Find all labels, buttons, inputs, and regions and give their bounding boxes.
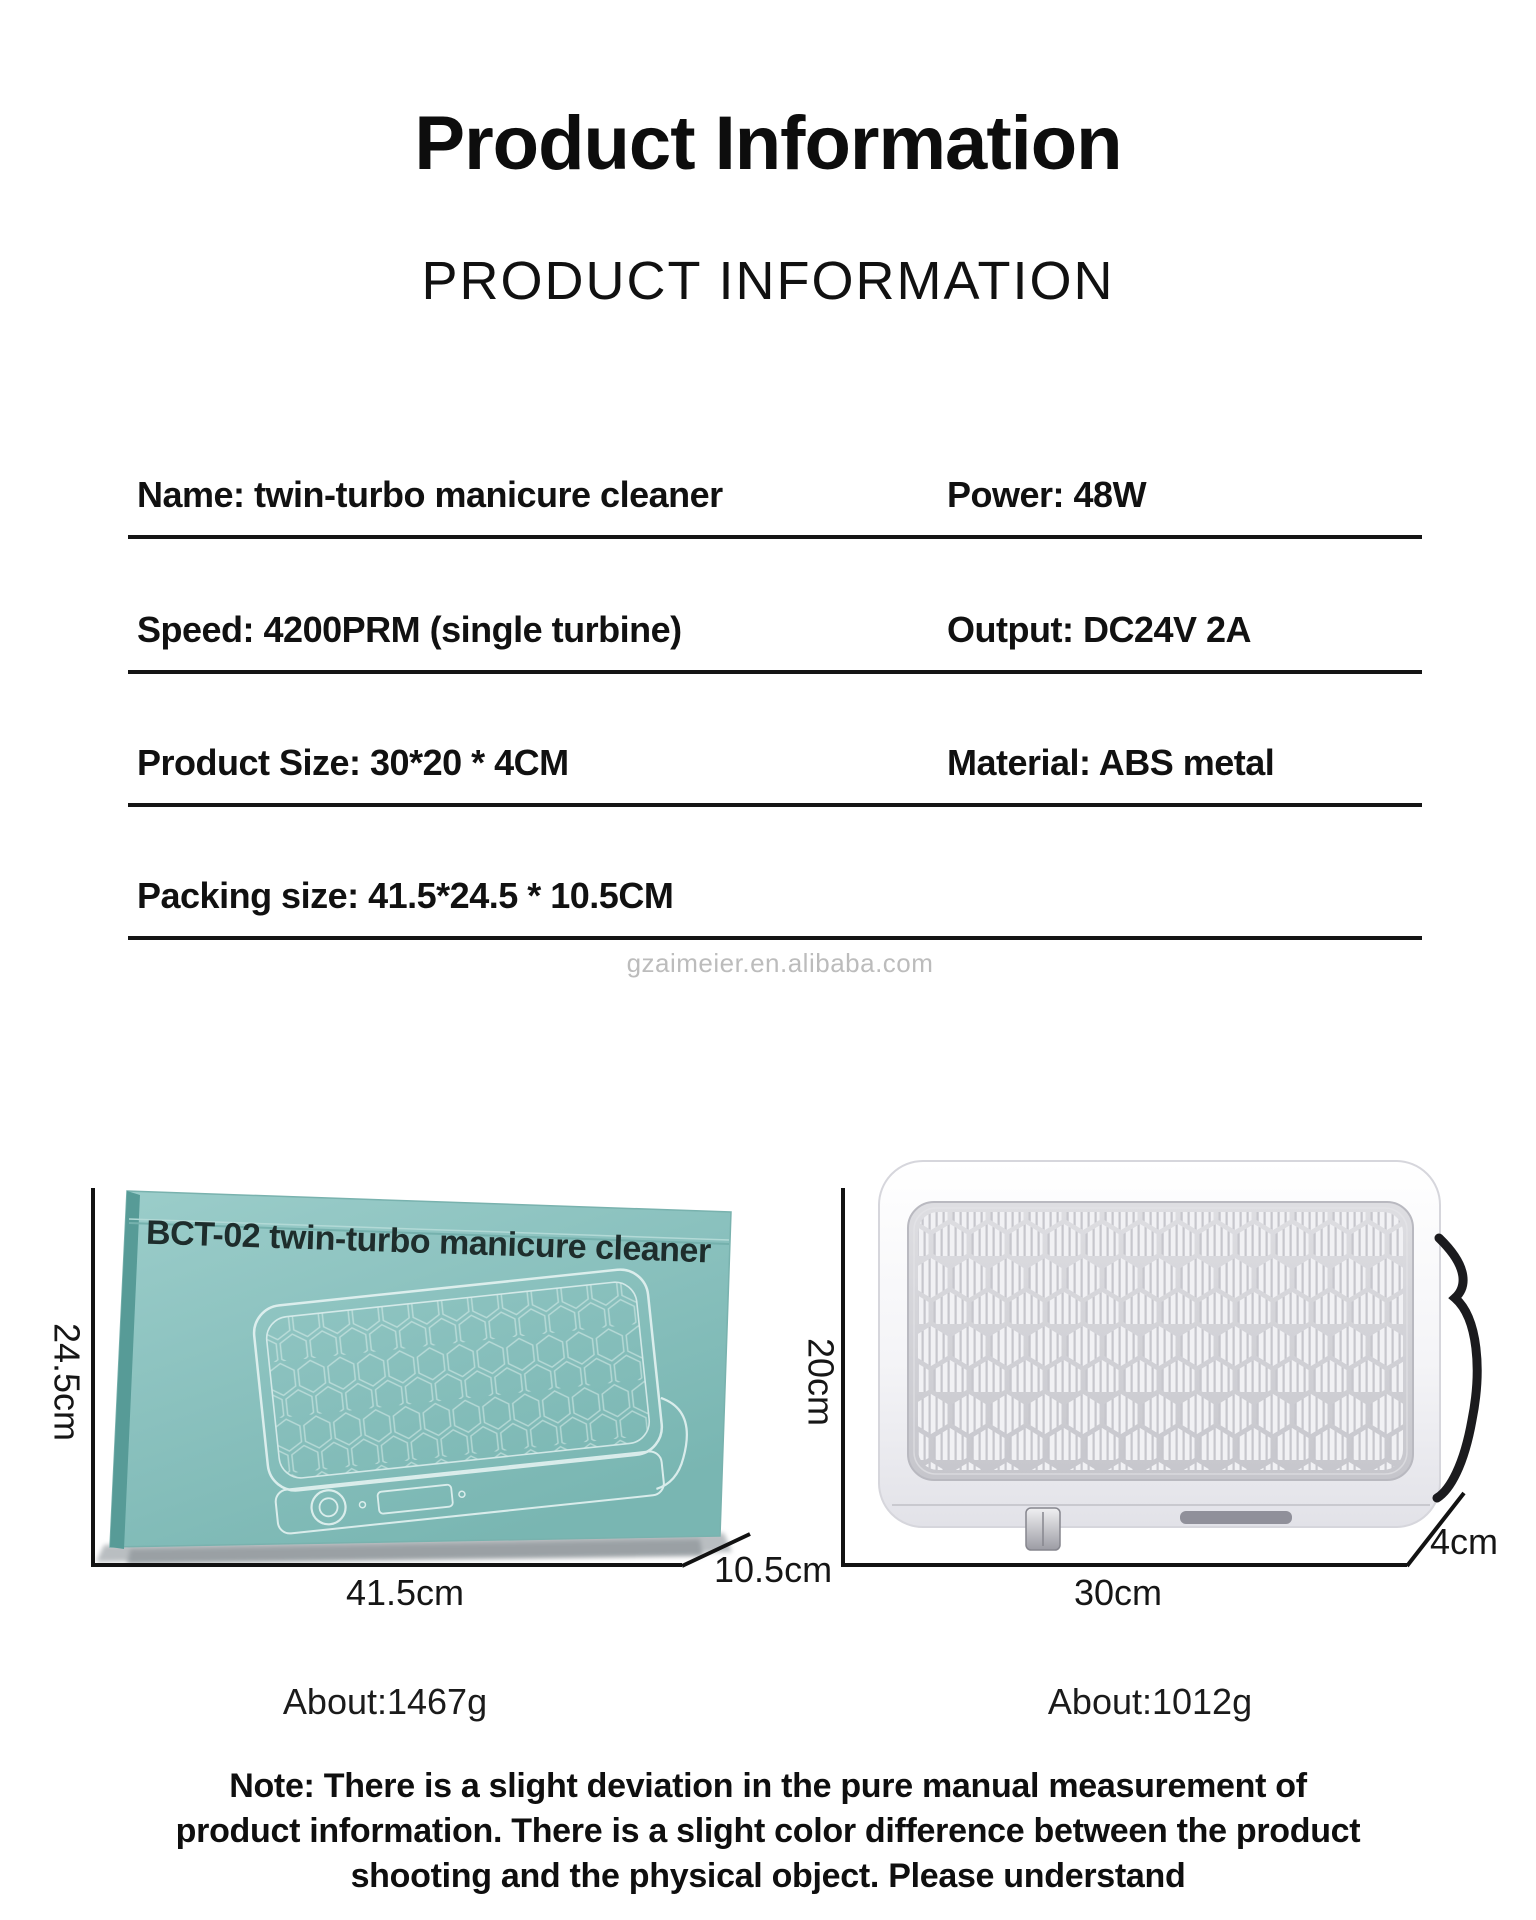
package-depth-label: 10.5cm: [714, 1549, 833, 1590]
spec-name: Name: twin-turbo manicure cleaner: [137, 474, 723, 515]
watermark: gzaimeier.en.alibaba.com: [626, 948, 934, 978]
note-line-1: Note: There is a slight deviation in the pure manual measurement of: [229, 1767, 1307, 1805]
spec-material: Material: ABS metal: [947, 742, 1275, 783]
spec-speed: Speed: 4200PRM (single turbine): [137, 609, 682, 650]
package-weight-label: About:1467g: [282, 1681, 488, 1722]
package-box-print-title: BCT-02 twin-turbo manicure cleaner: [145, 1213, 712, 1271]
page-title: Product Information: [414, 101, 1122, 186]
spec-table: [128, 440, 1422, 940]
package-box-figure: [46, 1188, 832, 1722]
spec-row-speed-output: [128, 539, 1422, 674]
spec-product-size: Product Size: 30*20 * 4CM: [137, 742, 569, 783]
note-line-3: shooting and the physical object. Please understand: [350, 1857, 1186, 1895]
note-text: [78, 1764, 1458, 1899]
package-width-label: 41.5cm: [345, 1572, 465, 1613]
note-line-2: product information. There is a slight color difference between the product: [175, 1812, 1361, 1850]
spec-row-size-material: [128, 674, 1422, 807]
device-width-label: 30cm: [1073, 1572, 1163, 1613]
device-weight-label: About:1012g: [1047, 1681, 1253, 1722]
product-figures: [0, 1120, 1536, 1800]
spec-row-name-power: [128, 440, 1422, 539]
spec-output: Output: DC24V 2A: [947, 609, 1252, 650]
spec-power: Power: 48W: [947, 474, 1147, 515]
package-height-label: 24.5cm: [46, 1322, 88, 1442]
spec-row-packing-size: [128, 807, 1422, 940]
device-base-slot: [1180, 1511, 1292, 1524]
device-pedal: [1026, 1508, 1060, 1550]
device-handle: [1437, 1238, 1477, 1498]
device-honeycomb-grid: [918, 1212, 1403, 1470]
device-height-label: 20cm: [800, 1337, 842, 1427]
spec-packing-size: Packing size: 41.5*24.5 * 10.5CM: [137, 875, 674, 916]
device-figure: [800, 1161, 1498, 1722]
page-subtitle: PRODUCT INFORMATION: [421, 251, 1115, 311]
device-depth-label: 4cm: [1430, 1521, 1499, 1562]
